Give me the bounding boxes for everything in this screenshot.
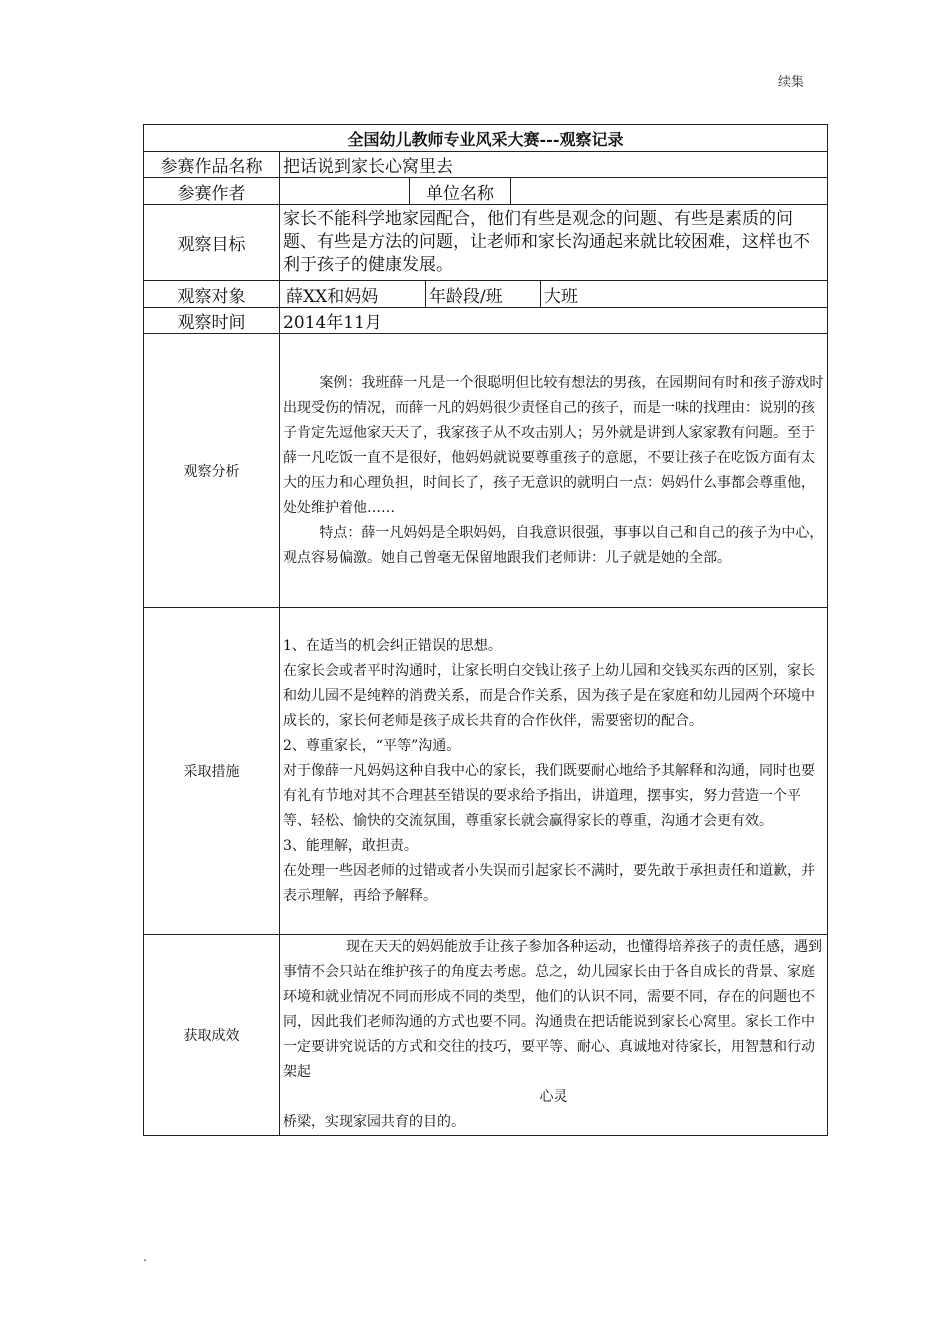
observation-record-table xyxy=(143,124,828,1136)
author-value xyxy=(283,178,410,204)
goal-label: 观察目标 xyxy=(144,205,280,281)
results-text-3: 桥梁，实现家园共育的目的。 xyxy=(283,1114,465,1130)
analysis-case: 案例：我班薛一凡是一个很聪明但比较有想法的男孩，在园期间有时和孩子游戏时出现受伤的情况，而薛一凡的妈妈很少责怪自己的孩子，而是一味的找理由：说别的孩子肯定先逗他家天天了，我家孩子从不攻击别人；另外就是讲到人家家教有问题。至于薛一凡吃饭一直不是很好，他妈妈就说要尊重孩子的意愿，不要让孩子在吃饭方面有太大的压力和心理负担，时间长了，孩子无意识的就明白一点：妈妈什么事都会尊重他，处处维护着他…… xyxy=(283,374,824,516)
time-value: 2014年11月 xyxy=(280,308,828,334)
author-label: 参赛作者 xyxy=(144,178,280,205)
results-label: 获取成效 xyxy=(144,935,280,1136)
header-note: 续集 xyxy=(778,75,805,90)
analysis-feature: 特点：薛一凡妈妈是全职妈妈，自我意识很强，事事以自己和自己的孩子为中心，观点容易偏激。她自己曾毫无保留地跟我们老师讲：儿子就是她的全部。 xyxy=(283,524,824,566)
author-split-cell xyxy=(280,178,828,205)
time-row xyxy=(144,308,828,334)
work-name-label: 参赛作品名称 xyxy=(144,152,280,178)
analysis-row xyxy=(144,334,828,608)
results-row xyxy=(144,935,828,1136)
measure-heading-1: 1、在适当的机会纠正错误的思想。 xyxy=(283,637,502,654)
results-text-1: 现在天天的妈妈能放手让孩子参加各种运动，也懂得培养孩子的责任感，遇到事情不会只站在维护孩子的角度去考虑。总之，幼儿园家长由于各自成长的背景、家庭环境和就业情况不同而形成不同的类型，他们的认识不同，需要不同，存在的问题也不同，因此我们老师沟通的方式也要不同。沟通贵在把话能说到家长心窝里。家长工作中一定要讲究说话的方式和交往的技巧，要平等、耐心、真诚地对待家长，用智慧和行动架起 xyxy=(283,939,822,1080)
measures-label: 采取措施 xyxy=(144,608,280,935)
author-row xyxy=(144,178,828,205)
age-label: 年龄段/班 xyxy=(426,281,541,307)
subject-value: 薛XX和妈妈 xyxy=(283,281,426,307)
results-text-2: 心灵 xyxy=(539,1089,568,1105)
goal-value: 家长不能科学地家园配合，他们有些是观念的问题、有些是素质的问题、有些是方法的问题，让老师和家长沟通起来就比较困难，这样也不利于孩子的健康发展。 xyxy=(280,205,828,281)
measure-text-3: 在处理一些因老师的过错或者小失误而引起家长不满时，要先敢于承担责任和道歉，并表示理解，再给予解释。 xyxy=(283,862,815,904)
unit-value xyxy=(511,178,824,204)
analysis-content xyxy=(280,334,828,608)
results-content xyxy=(280,935,828,1136)
footer-mark: . xyxy=(143,1250,147,1264)
time-label: 观察时间 xyxy=(144,308,280,334)
measure-heading-2: 2、尊重家长，“平等”沟通。 xyxy=(283,737,461,754)
work-name-row xyxy=(144,152,828,178)
measures-row xyxy=(144,608,828,935)
goal-row xyxy=(144,205,828,281)
unit-label: 单位名称 xyxy=(410,178,511,204)
analysis-label: 观察分析 xyxy=(144,334,280,608)
work-name-value: 把话说到家长心窝里去 xyxy=(280,152,828,178)
measures-content xyxy=(280,608,828,935)
subject-split-cell xyxy=(280,281,828,308)
measure-heading-3: 3、能理解，敢担责。 xyxy=(283,837,418,854)
measure-text-1: 在家长会或者平时沟通时，让家长明白交钱让孩子上幼儿园和交钱买东西的区别，家长和幼儿园不是纯粹的消费关系，而是合作关系，因为孩子是在家庭和幼儿园两个环境中成长的，家长何老师是孩子成长共育的合作伙伴，需要密切的配合。 xyxy=(283,662,815,729)
age-value: 大班 xyxy=(544,286,578,307)
title-row xyxy=(144,125,828,152)
table-title: 全国幼儿教师专业风采大赛---观察记录 xyxy=(144,125,828,152)
measure-text-2: 对于像薛一凡妈妈这种自我中心的家长，我们既要耐心地给予其解释和沟通，同时也要有礼有节地对其不合理甚至错误的要求给予指出，讲道理，摆事实，努力营造一个平等、轻松、愉快的交流氛围，尊重家长就会赢得家长的尊重，沟通才会更有效。 xyxy=(283,762,815,829)
subject-row xyxy=(144,281,828,308)
subject-label: 观察对象 xyxy=(144,281,280,308)
